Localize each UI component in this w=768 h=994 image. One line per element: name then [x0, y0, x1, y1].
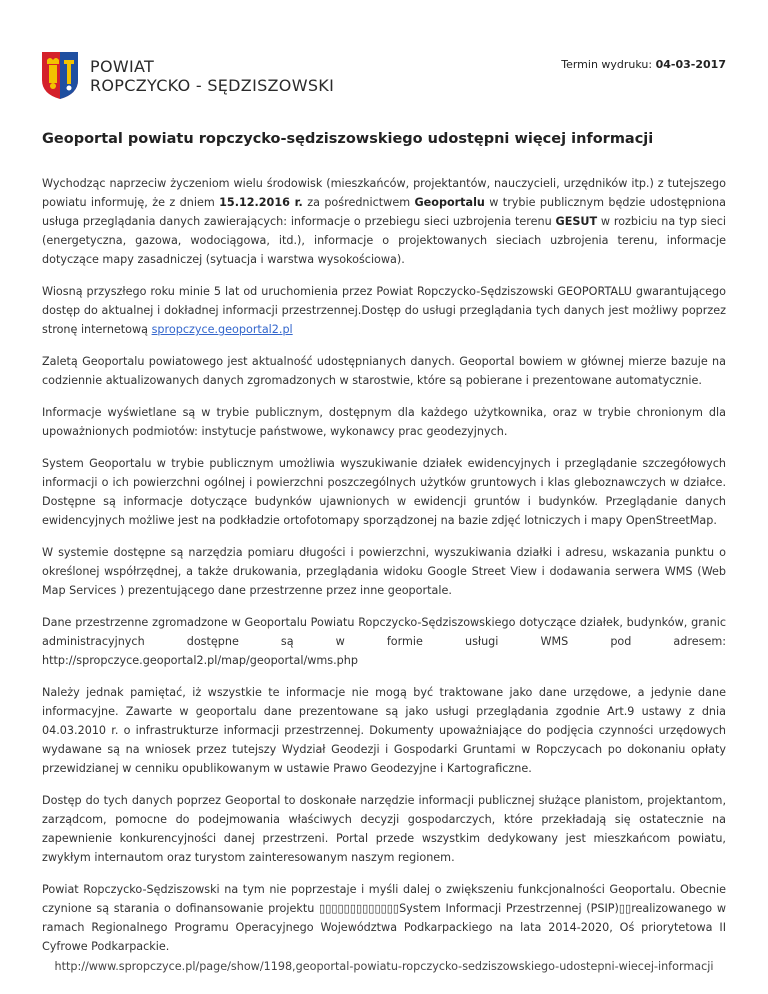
article-body: [42, 174, 726, 969]
page-footer-url: http://www.spropczyce.pl/page/show/1198,geoportal-powiatu-ropczycko-sedziszowskiego-udostepni-wiecej-informacji: [54, 960, 714, 973]
paragraph-2-text: Wiosną przyszłego roku minie 5 lat od uruchomienia przez Powiat Ropczycko-Sędziszowski GEOPORTALU gwarantującego dostęp do aktualnej i dokładnej informacji przestrzennej.Dostęp do usługi przeglądania tych danych jest możliwy poprzez stronę internetową: [42, 285, 726, 336]
paragraph-3: Zaletą Geoportalu powiatowego jest aktualność udostępnianych danych. Geoportal bowiem w głównej mierze bazuje na codziennie aktualizowanych danych zgromadzonych w starostwie, które są pobierane i prezentowane automatycznie.: [42, 355, 726, 387]
paragraph-1-text-a: Wychodząc naprzeciw życzeniom wielu środowisk (mieszkańców, projektantów, nauczycieli, urzędników itp.) z tutejszego powiatu informuję, że z dniem: [42, 177, 726, 209]
powiat-name-line1: POWIAT: [90, 57, 155, 76]
article-title: Geoportal powiatu ropczycko-sędziszowskiego udostępni więcej informacji: [42, 131, 654, 147]
powiat-name: [90, 57, 334, 95]
powiat-logo[interactable]: [40, 50, 340, 100]
paragraph-4: Informacje wyświetlane są w trybie publicznym, dostępnym dla każdego użytkownika, oraz w trybie chronionym dla upoważnionych podmiotów: instytucje państwowe, wykonawcy prac geodezyjnych.: [42, 406, 726, 438]
paragraph-6: W systemie dostępne są narzędzia pomiaru długości i powierzchni, wyszukiwania działki i adresu, wskazania punktu o określonej współrzędnej, a także drukowania, przeglądania widoku Google Street View i dodawania serwera WMS (Web Map Services ) prezentującego dane przestrzenne przez inne geoportale.: [42, 546, 726, 597]
paragraph-7: Dane przestrzenne zgromadzone w Geoportalu Powiatu Ropczycko-Sędziszowskiego dotyczące działek, budynków, granic administracyjnych dostępne są w formie usługi WMS pod adresem: http://spropczyce.geoportal2.pl/map/geoportal/wms.php: [42, 616, 726, 667]
paragraph-1-text-c: za pośrednictwem: [302, 196, 415, 209]
paragraph-1-geoportal: Geoportalu: [414, 196, 485, 209]
geoportal-link[interactable]: spropczyce.geoportal2.pl: [151, 323, 293, 336]
coat-of-arms-icon: [40, 50, 80, 100]
print-date: [561, 58, 726, 71]
paragraph-9: Dostęp do tych danych poprzez Geoportal to doskonałe narzędzie informacji publicznej służące planistom, projektantom, zarządcom, pomocne do podejmowania właściwych decyzji gospodarczych, które przekładają się ostatecznie na zapewnienie konkurencyjności danej przestrzeni. Portal przede wszystkim dedykowany jest mieszkańcom powiatu, zwykłym internautom oraz turystom zainteresowanym naszym regionem.: [42, 794, 726, 864]
powiat-name-line2: ROPCZYCKO - SĘDZISZOWSKI: [90, 76, 335, 95]
print-date-label: Termin wydruku:: [561, 58, 653, 71]
paragraph-1-text-e: w rozbiciu na typ sieci (energetyczna, gazowa, wodociągowa, itd.), informacje o projektowanych sieciach uzbrojenia terenu, informacje dotyczące mapy zasadniczej (sytuacja i warstwa wysokościowa).: [42, 215, 726, 266]
paragraph-8: Należy jednak pamiętać, iż wszystkie te informacje nie mogą być traktowane jako dane urzędowe, a jedynie dane informacyjne. Zawarte w geoportalu dane prezentowane są jako usługi przeglądania zgodnie Art.9 ustawy z dnia 04.03.2010 r. o infrastrukturze informacji przestrzennej. Dokumenty upoważniające do podjęcia czynności urzędowych wydawane są na wniosek przez tutejszy Wydział Geodezji i Gospodarki Gruntami w Ropczycach po dokonaniu opłaty przewidzianej w cenniku opublikowanym w ustawie Prawo Geodezyjne i Kartograficzne.: [42, 686, 726, 775]
paragraph-1-gesut: GESUT: [555, 215, 598, 228]
print-date-value: 04-03-2017: [655, 58, 726, 71]
paragraph-1-date: 15.12.2016 r.: [219, 196, 303, 209]
paragraph-1: [42, 174, 726, 269]
paragraph-10: Powiat Ropczycko-Sędziszowski na tym nie poprzestaje i myśli dalej o zwiększeniu funkcjonalności Geoportalu. Obecnie czynione są starania o dofinansowanie projektu ▯▯▯▯▯▯▯▯▯▯▯▯▯System Informacji Przestrzennej (PSIP)▯▯realizowanego w ramach Regionalnego Programu Operacyjnego Województwa Podkarpackiego na lata 2014-2020, Oś priorytetowa II Cyfrowe Podkarpackie.: [42, 883, 726, 953]
page-header: [0, 0, 768, 110]
paragraph-2: [42, 282, 726, 339]
paragraph-1-text-d: w trybie publicznym będzie udostępniona usługa przeglądania danych zawierających: informacje o przebiegu sieci uzbrojenia terenu: [42, 196, 726, 228]
paragraph-5: System Geoportalu w trybie publicznym umożliwia wyszukiwanie działek ewidencyjnych i przeglądanie szczegółowych informacji o ich powierzchni ogólnej i powierzchni poszczególnych użytków gruntowych i klas gleboznawczych w działce. Dostępne są informacje dotyczące budynków ujawnionych w ewidencji gruntów i budynków. Przeglądanie danych ewidencyjnych możliwe jest na podkładzie ortofotomapy sporządzonej na bazie zdjęć lotniczych i mapy OpenStreetMap.: [42, 457, 726, 527]
